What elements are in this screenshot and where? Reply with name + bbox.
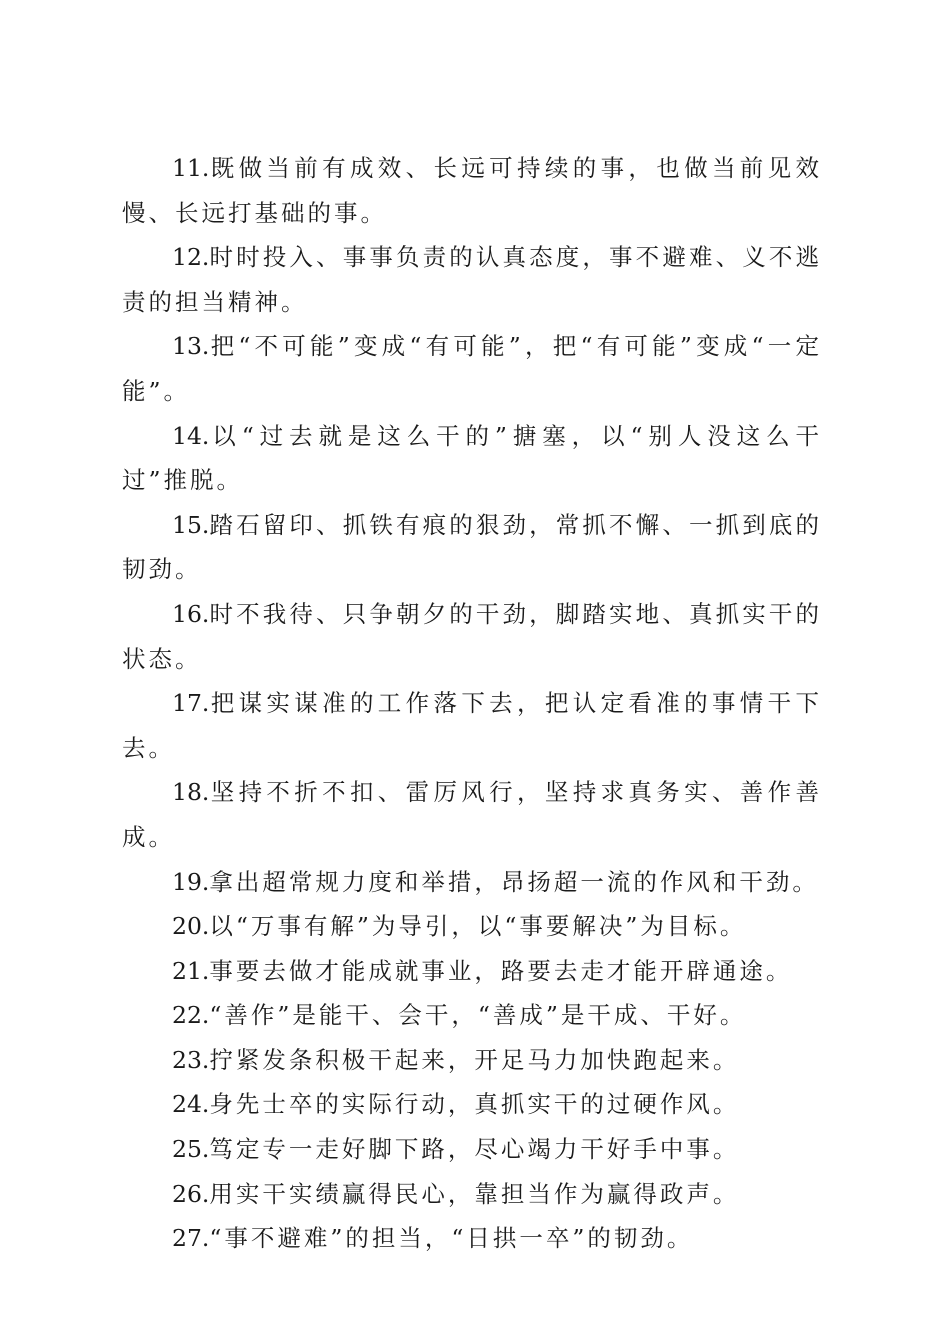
item-number: 23. [172, 1045, 210, 1074]
item-text: 时不我待、只争朝夕的干劲，脚踏实地、真抓实干的状态。 [122, 599, 822, 673]
list-item [122, 503, 822, 592]
item-number: 25. [172, 1135, 210, 1164]
item-text: 时时投入、事事负责的认真态度，事不避难、义不逃责的担当精神。 [122, 243, 822, 316]
item-number: 19. [172, 867, 210, 896]
item-text: 把谋实谋准的工作落下去，把认定看准的事情干下去。 [122, 689, 822, 762]
list-item [122, 949, 822, 994]
list-item [122, 770, 822, 859]
item-number: 12. [172, 243, 210, 272]
list-item [122, 324, 822, 413]
item-number: 26. [172, 1179, 210, 1208]
item-number: 18. [172, 778, 210, 807]
item-text: 用实干实绩赢得民心，靠担当作为赢得政声。 [209, 1179, 740, 1208]
item-number: 21. [172, 956, 210, 985]
list-item [122, 860, 822, 905]
item-text: 以“过去就是这么干的”搪塞，以“别人没这么干过”推脱。 [122, 421, 822, 495]
list-item [122, 1216, 822, 1261]
item-text: 以“万事有解”为导引，以“事要解决”为目标。 [209, 912, 747, 941]
list-item [122, 146, 822, 235]
item-text: “善作”是能干、会干，“善成”是干成、干好。 [209, 1001, 747, 1030]
item-number: 20. [172, 912, 210, 941]
item-text: 拿出超常规力度和举措，昂扬超一流的作风和干劲。 [209, 867, 819, 896]
item-number: 13. [172, 332, 210, 361]
item-number: 15. [172, 510, 210, 539]
item-text: 坚持不折不扣、雷厉风行，坚持求真务实、善作善成。 [122, 778, 822, 851]
list-item [122, 235, 822, 324]
item-text: 笃定专一走好脚下路，尽心竭力干好手中事。 [209, 1135, 740, 1164]
item-number: 24. [172, 1090, 210, 1119]
item-number: 17. [172, 689, 210, 718]
item-number: 14. [172, 421, 210, 450]
item-number: 11. [172, 154, 210, 182]
list-item [122, 681, 822, 770]
item-text: 既做当前有成效、长远可持续的事，也做当前见效慢、长远打基础的事。 [122, 154, 822, 227]
item-number: 27. [172, 1224, 210, 1253]
list-item [122, 1172, 822, 1217]
item-number: 22. [172, 1001, 210, 1030]
item-text: 身先士卒的实际行动，真抓实干的过硬作风。 [209, 1090, 740, 1119]
list-item [122, 1038, 822, 1083]
list-item [122, 904, 822, 949]
item-text: 把“不可能”变成“有可能”，把“有可能”变成“一定能”。 [122, 332, 822, 405]
list-item [122, 1127, 822, 1172]
document-body [122, 146, 822, 1261]
item-text: 事要去做才能成就事业，路要去走才能开辟通途。 [209, 956, 793, 985]
item-text: “事不避难”的担当，“日拱一卒”的韧劲。 [209, 1224, 694, 1253]
item-text: 踏石留印、抓铁有痕的狠劲，常抓不懈、一抓到底的韧劲。 [122, 510, 822, 584]
list-item [122, 592, 822, 681]
list-item [122, 1082, 822, 1127]
list-item [122, 993, 822, 1038]
item-text: 拧紧发条积极干起来，开足马力加快跑起来。 [209, 1045, 740, 1074]
item-number: 16. [172, 599, 210, 628]
list-item [122, 414, 822, 503]
